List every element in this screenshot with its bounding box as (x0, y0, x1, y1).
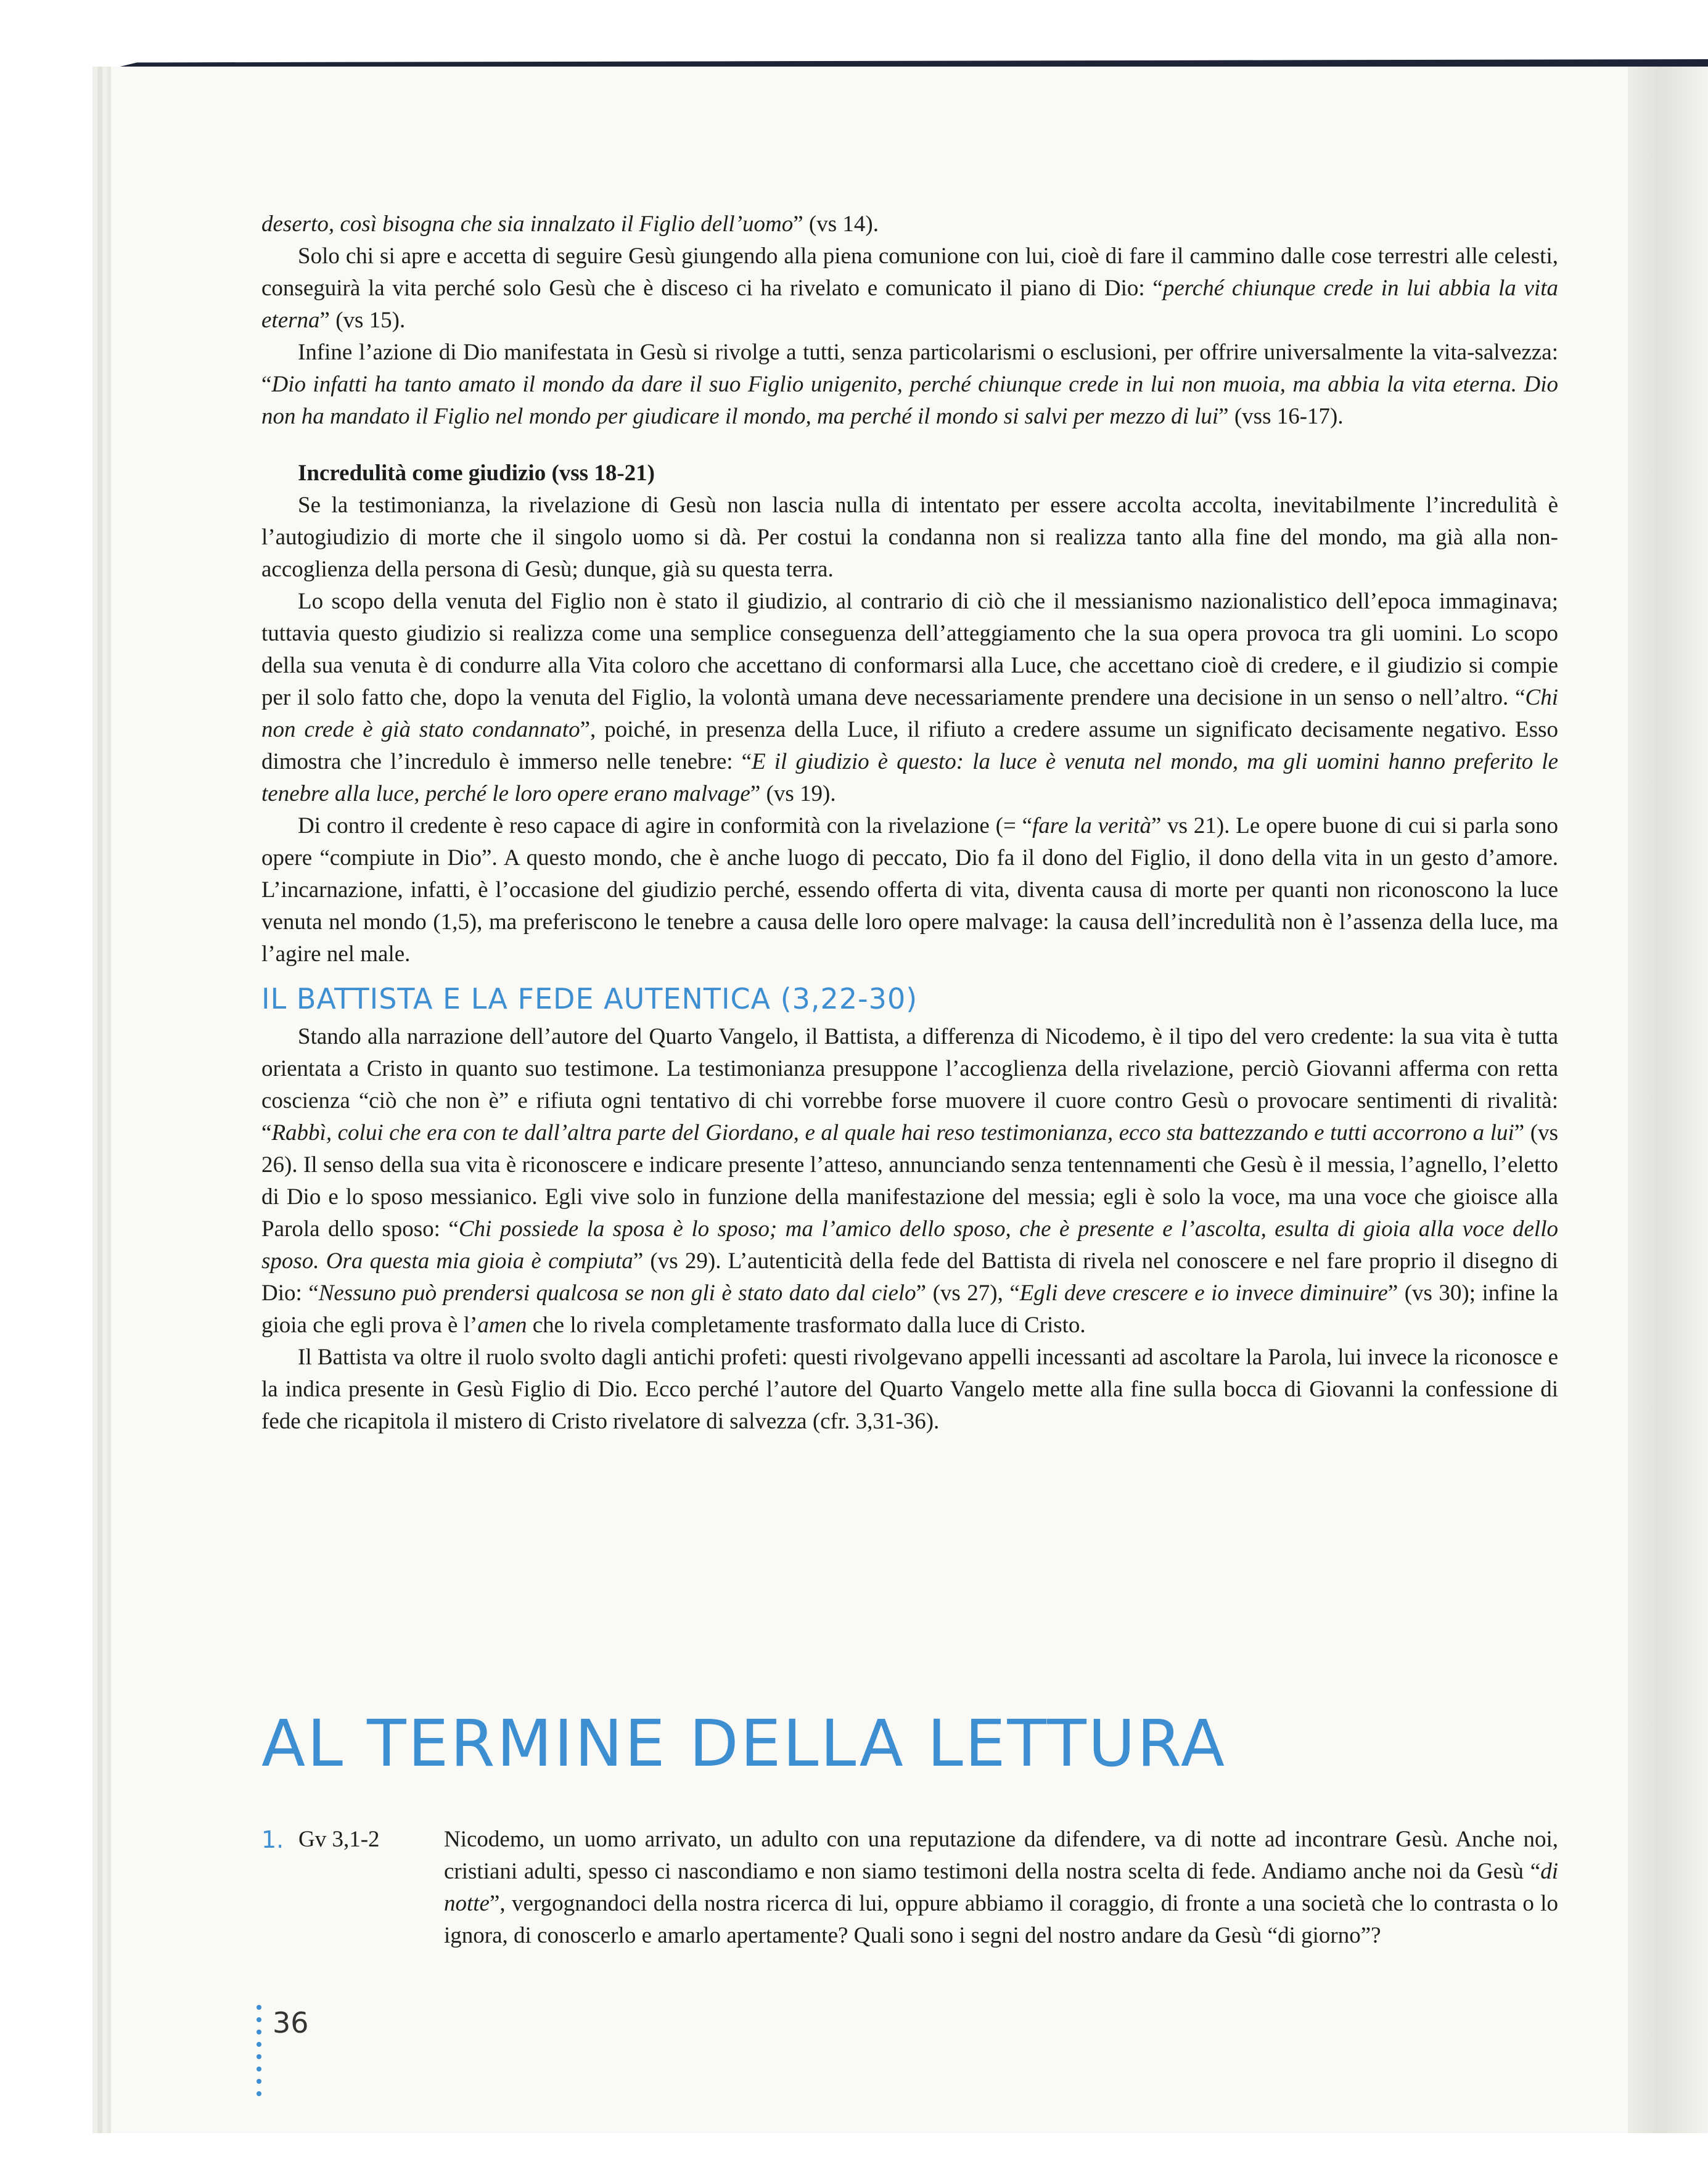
paragraph-8: Il Battista va oltre il ruolo svolto dagli antichi profeti: questi rivolgevano appelli incessanti ad ascoltare la Parola, lui invece la riconosce e la indica presente in Gesù Figlio di Dio. Ecco perché l’autore del Quarto Vangelo mette alla fine sulla bocca di Giovanni la confessione di fede che ricapitola il mistero di Cristo rivelatore di salvezza (cfr. 3,31-36). (261, 1345, 1558, 1434)
paragraph-1: deserto, così bisogna che sia innalzato il Figlio dell’uomo” (vs 14). (261, 211, 879, 237)
facing-page-edge (1628, 67, 1708, 2133)
paragraph-7: Stando alla narrazione dell’autore del Quarto Vangelo, il Battista, a differenza di Nicodemo, è il tipo del vero credente: la sua vita è tutta orientata a Cristo in quanto suo testimone. La testimonianza presuppone l’accoglienza della rivelazione, perciò Giovanni afferma con retta coscienza “ciò che non è” e rifiuta ogni tentativo di chi vorrebbe forse muovere il cuore contro Gesù o provocare sentimenti di rivalità: “Rabbì, colui che era con te dall’altra parte del Giordano, e al quale hai reso testimonianza, ecco sta battezzando e tutti accorrono a lui” (vs 26). Il senso della sua vita è riconoscere e indicare presente l’atteso, annunciando senza tentennamenti che Gesù è il messia, l’agnello, l’eletto di Dio e lo sposo messianico. Egli vive solo in funzione della manifestazione del messia; egli è solo la voce, ma una voce che gioisce alla Parola dello sposo: “Chi possiede la sposa è lo sposo; ma l’amico dello sposo, che è presente e l’ascolta, esulta di gioia alla voce dello sposo. Ora questa mia gioia è compiuta” (vs 29). L’autenticità della fede del Battista di rivela nel conoscere e nel fare proprio il disegno di Dio: “Nessuno può prendersi qualcosa se non gli è stato dato dal cielo” (vs 27), “Egli deve crescere e io invece diminuire” (vs 30); infine la gioia che egli prova è l’amen che lo rivela completamente trasformato dalla luce di Cristo. (261, 1024, 1559, 1338)
subheading-incredulita: Incredulità come giudizio (vss 18-21) (298, 461, 655, 486)
dotted-line-decoration (257, 2005, 265, 2104)
paragraph-2: Solo chi si apre e accetta di seguire Gesù giungendo alla piena comunione con lui, cioè di fare il cammino dalle cose terrestri alle celesti, conseguirà la vita perché solo Gesù che è disceso ci ha rivelato e comunicato il piano di Dio: “perché chiunque crede in lui abbia la vita eterna” (vs 15). (261, 244, 1559, 333)
section-heading-al-termine: AL TERMINE DELLA LETTURA (261, 1706, 1227, 1781)
section-title-battista: IL BATTISTA E LA FEDE AUTENTICA (3,22-30) (261, 982, 918, 1015)
paragraph-6: Di contro il credente è reso capace di agire in conformità con la rivelazione (= “fare la verità” vs 21). Le opere buone di cui si parla sono opere “compiute in Dio”. A questo mondo, che è anche luogo di peccato, Dio fa il dono del Figlio, il dono della vita in un gesto d’amore. L’incarnazione, infatti, è l’occasione del giudizio perché, essendo offerta di vita, diventa causa di morte per quanti non riconoscono la luce venuta nel mondo (1,5), ma preferiscono le tenebre a causa delle loro opere malvage: la causa dell’incredulità non è l’assenza della luce, ma l’agire nel male. (261, 813, 1559, 967)
exercise-number: 1. (261, 1826, 284, 1853)
paragraph-4: Se la testimonianza, la rivelazione di Gesù non lascia nulla di intentato per essere accolta accolta, inevitabilmente l’incredulità è l’autogiudizio di morte che il singolo uomo si dà. Per costui la condanna non si realizza tanto alla fine del mondo, ma già alla non-accoglienza della persona di Gesù; dunque, già su questa terra. (261, 493, 1558, 582)
paragraph-3: Infine l’azione di Dio manifestata in Gesù si rivolge a tutti, senza particolarismi o esclusioni, per offrire universalmente la vita-salvezza: “Dio infatti ha tanto amato il mondo da dare il suo Figlio unigenito, perché chiunque crede in lui non muoia, ma abbia la vita eterna. Dio non ha mandato il Figlio nel mondo per giudicare il mondo, ma perché il mondo si salvi per mezzo di lui” (vss 16-17). (261, 340, 1558, 429)
main-text (261, 208, 1558, 1438)
paragraph-5: Lo scopo della venuta del Figlio non è stato il giudizio, al contrario di ciò che il messianismo nazionalistico dell’epoca immaginava; tuttavia questo giudizio si realizza come una semplice conseguenza dell’atteggiamento che la sua opera provoca tra gli uomini. Lo scopo della sua venuta è di condurre alla Vita coloro che accettano di conformarsi alla Luce, che accettano cioè di credere, e il giudizio si compie per il solo fatto che, dopo la venuta del Figlio, la volontà umana deve necessariamente prendere una decisione in un senso o nell’altro. “Chi non crede è già stato condannato”, poiché, in presenza della Luce, il rifiuto a credere assume un significato decisamente negativo. Esso dimostra che l’incredulo è immerso nelle tenebre: “E il giudizio è questo: la luce è venuta nel mondo, ma gli uomini hanno preferito le tenebre alla luce, perché le loro opere erano malvage” (vs 19). (261, 589, 1558, 806)
exercise-reference: Gv 3,1-2 (298, 1827, 380, 1852)
exercise-text: Nicodemo, un uomo arrivato, un adulto con una reputazione da difendere, va di notte ad incontrare Gesù. Anche noi, cristiani adulti, spesso ci nascondiamo e non siamo testimoni della nostra scelta di fede. Andiamo anche noi da Gesù “di notte”, vergognandoci della nostra ricerca di lui, oppure abbiamo il coraggio, di fronte a una società che lo contrasta o lo ignora, di conoscerlo e amarlo apertamente? Quali sono i segni del nostro andare da Gesù “di giorno”? (444, 1827, 1558, 1948)
page-number: 36 (273, 2006, 309, 2039)
